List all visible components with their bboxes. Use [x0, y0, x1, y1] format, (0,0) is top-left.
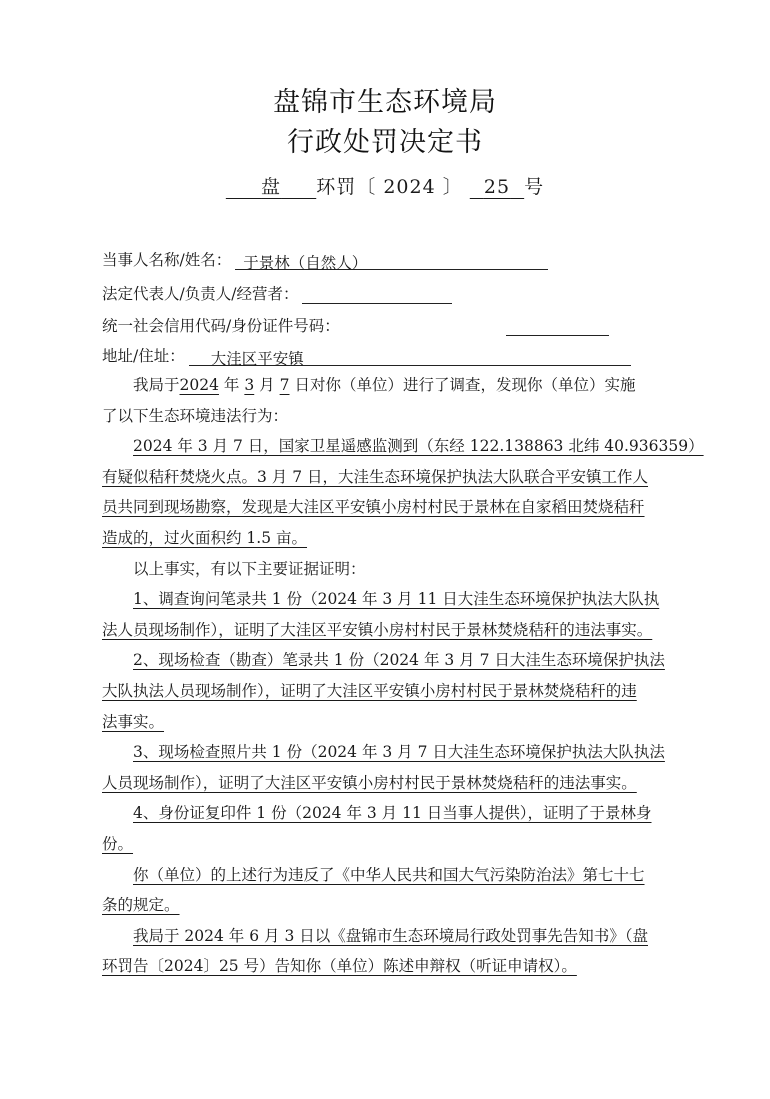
party-name-value: 于景林（自然人） [235, 251, 548, 270]
fact-line-3: 员共同到现场勘察，发现是大洼区平安镇小房村村民于景林在自家稻田焚烧秸秆 [102, 498, 645, 517]
evidence-2-line-1: 2、现场检查（勘查）笔录共 1 份（2024 年 3 月 7 日大洼生态环境保护执法 [133, 651, 665, 670]
violation-line-1: 你（单位）的上述行为违反了《中华人民共和国大气污染防治法》第七十七 [133, 865, 645, 884]
evidence-1-line-2: 法人员现场制作），证明了大洼区平安镇小房村村民于景林焚烧秸秆的违法事实。 [102, 620, 653, 639]
credit-code-row [102, 314, 609, 336]
evidence-4-line-1: 4、身份证复印件 1 份（2024 年 3 月 11 日当事人提供），证明了于景林身 [133, 804, 652, 823]
doc-number-year: 2024 [383, 176, 436, 198]
doc-number-close: 〕 [442, 176, 463, 198]
evidence-3-line-2: 人员现场制作），证明了大洼区平安镇小房村村民于景林焚烧秸秆的违法事实。 [102, 773, 637, 792]
doc-number-middle: 环罚〔 [316, 176, 377, 198]
representative-row [102, 282, 452, 304]
doc-number-prefix: 盘 [261, 176, 282, 198]
doc-number-num: 25 [483, 176, 511, 198]
address-row [102, 344, 631, 366]
violation-line-2: 条的规定。 [102, 896, 180, 915]
credit-code-label: 统一社会信用代码/身份证件号码： [102, 317, 340, 335]
credit-code-value [506, 317, 609, 336]
body-text [102, 370, 704, 982]
evidence-3-line-1: 3、现场检查照片共 1 份（2024 年 3 月 7 日大洼生态环境保护执法大队执法 [133, 743, 665, 762]
notice-line-2: 环罚告〔2024〕25 号）告知你（单位）陈述申辩权（听证申请权）。 [102, 957, 577, 976]
party-name-label: 当事人名称/姓名： [102, 251, 232, 269]
agency-title: 盘锦市生态环境局 [273, 87, 497, 118]
evidence-4-line-2: 份。 [102, 834, 134, 853]
evidence-1-line-1: 1、调查询问笔录共 1 份（2024 年 3 月 11 日大洼生态环境保护执法大队执 [133, 590, 660, 609]
evidence-2-line-2: 大队执法人员现场制作），证明了大洼区平安镇小房村村民于景林焚烧秸秆的违 [102, 681, 637, 700]
document-number [0, 172, 770, 199]
address-value: 大洼区平安镇 [189, 347, 631, 366]
representative-label: 法定代表人/负责人/经营者： [102, 285, 299, 303]
representative-value [302, 285, 452, 304]
address-label: 地址/住址： [102, 347, 185, 365]
notice-line-1: 我局于 2024 年 6 月 3 日以《盘锦市生态环境局行政处罚事先告知书》（盘 [133, 926, 648, 945]
evidence-intro: 以上事实，有以下主要证据证明： [133, 559, 366, 578]
intro-line-2: 了以下生态环境违法行为： [102, 406, 289, 425]
intro-line-1: 我局于2024 年 3 月 7 日对你（单位）进行了调查，发现你（单位）实施 [133, 376, 636, 394]
fact-line-2: 有疑似秸秆焚烧火点。3 月 7 日，大洼生态环境保护执法大队联合平安镇工作人 [102, 467, 649, 486]
party-name-row [102, 248, 548, 270]
doc-number-suffix: 号 [524, 176, 545, 198]
document-type-title: 行政处罚决定书 [287, 127, 483, 158]
fact-line-1: 2024 年 3 月 7 日，国家卫星遥感监测到（东经 122.138863 北纬 40.936359） [133, 437, 704, 456]
evidence-2-line-3: 法事实。 [102, 712, 165, 731]
fact-line-4: 造成的，过火面积约 1.5 亩。 [102, 528, 308, 547]
